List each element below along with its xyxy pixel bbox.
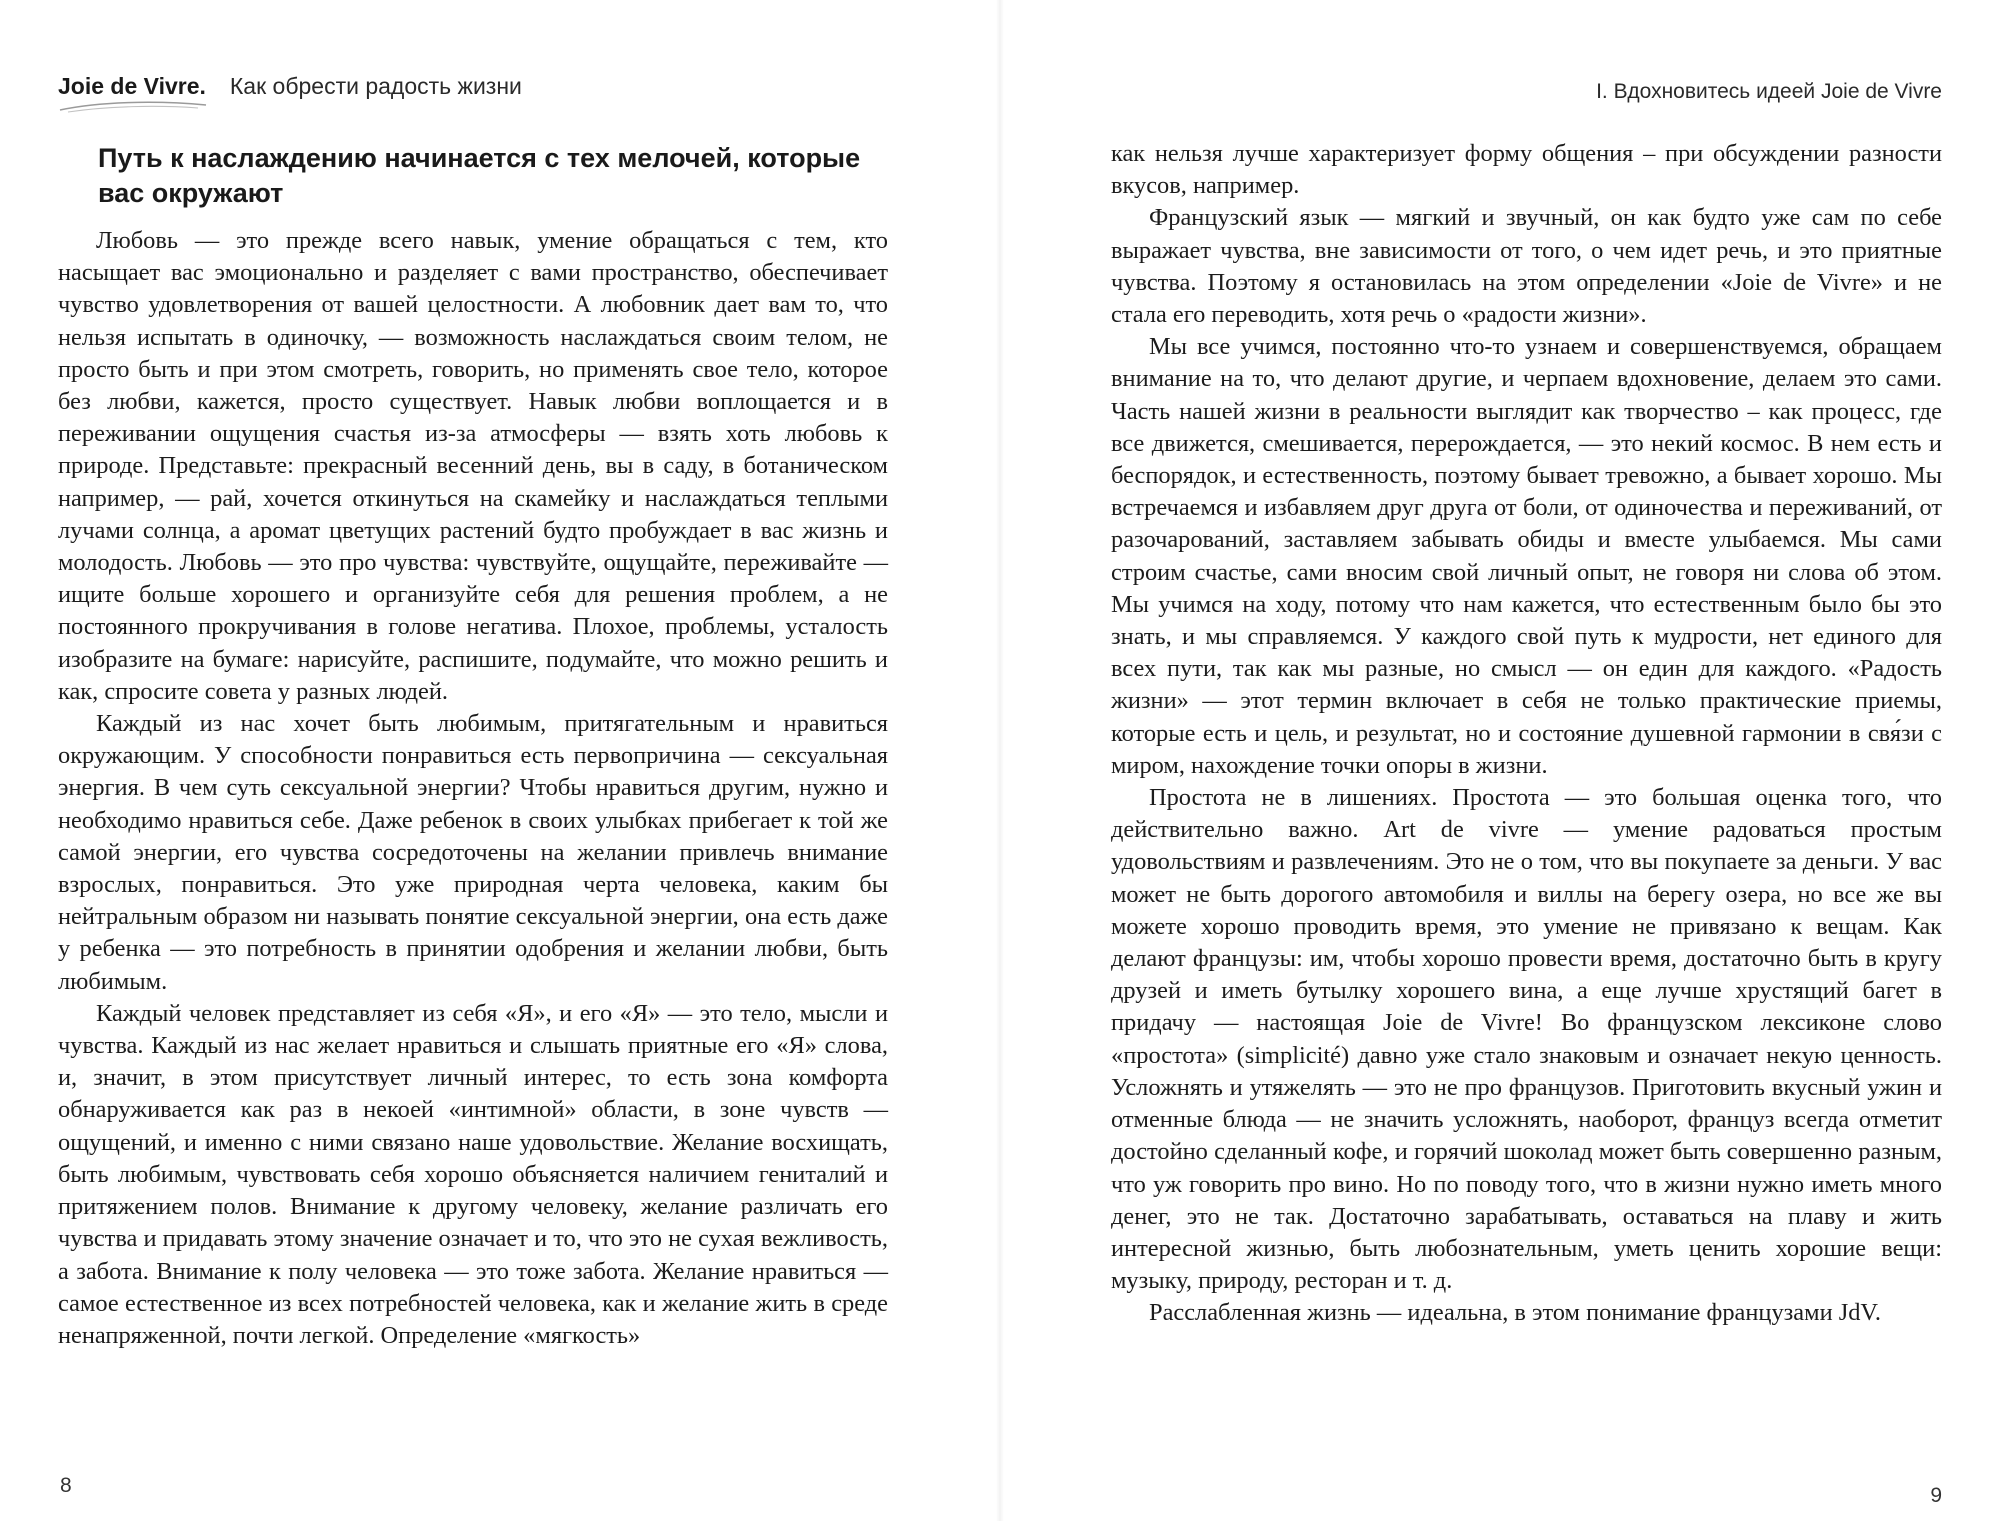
paragraph: Каждый человек представляет из себя «Я», и его «Я» — это тело, мысли и чувства. Каждый из нас желает нравиться и слышать приятные его «Я» слова, и, значит, в этом присутствует личный интерес, то есть зона комфорта обнаруживается как раз в некоей «интимной» области, в зоне чувств — ощущений, и именно с ними связано наше удовольствие. Желание восхищать, быть любимым, чувствовать себя хорошо объясняется наличием гениталий и притяжением полов. Внимание к другому человеку, желание различать его чувства и придавать этому значение означает и то, что это не сухая вежливость, а забота. Внимание к полу человека — это тоже забота. Желание нравиться — самое естественное из всех потребностей человека, как и желание жить в среде ненапряженной, почти легкой. Определение «мягкость»	[58, 999, 888, 1349]
paragraph-continuation: как нельзя лучше характеризует форму общения – при обсуждении разности вкусов, например.	[1111, 140, 1942, 200]
paragraph: Французский язык — мягкий и звучный, он как будто уже сам по себе выражает чувства, вне зависимости от того, о чем идет речь, и это приятные чувства. Поэтому я остановилась на этом определении «Joie de Vivre» и не стала его переводить, хотя речь о «радости жизни».	[1111, 204, 1942, 329]
paragraph: Расслабленная жизнь — идеальна, в этом понимание французами JdV.	[1149, 1299, 1881, 1327]
running-header-left	[58, 73, 878, 100]
paragraph: Мы все учимся, постоянно что-то узнаем и совершенствуемся, обращаем внимание на то, что делают другие, и черпаем вдохновение, делаем это сами. Часть нашей жизни в реальности выглядит как творчество – как процесс, где все движется, смешивается, перерождается, — это некий космос. В нем есть и беспорядок, и естественность, поэтому бывает тревожно, а бывает хорошо. Мы встречаемся и избавляем друг друга от боли, от одиночества и переживаний, от разочарований, заставляем забывать обиды и вместе улыбаемся. Мы сами строим счастье, сами вносим свой личный опыт, не говоря ни слова об этом. Мы учимся на ходу, потому что нам кажется, что естественным было бы это знать, и мы справляемся. У каждого свой путь к мудрости, нет единого для всех пути, так как мы разные, но смысл — он един для каждого. «Радость жизни» — этот термин включает в себя не только практические приемы, которые есть и цель, и результат, но и состояние душевной гармонии в свя́зи с миром, нахождение точки опоры в жизни.	[1111, 333, 1942, 779]
right-page	[1000, 0, 2000, 1521]
page-number-right: 9	[1930, 1484, 1942, 1507]
page-number-left: 8	[60, 1474, 72, 1497]
running-header-right: I. Вдохновитесь идеей Joie de Vivre	[1596, 80, 1942, 103]
paragraph: Любовь — это прежде всего навык, умение обращаться с тем, кто насыщает вас эмоционально и разделяет с вами пространство, обеспечивает чувство удовлетворения от вашей целостности. А любовник дает вам то, что нельзя испытать в одиночку, — возможность наслаждаться своим телом, не просто быть и при этом смотреть, говорить, но применять свое тело, которое без любви, кажется, просто существует. Навык любви воплощается и в переживании ощущения счастья из-за атмосферы — взять хоть любовь к природе. Представьте: прекрасный весенний день, вы в саду, в ботаническом например, — рай, хочется откинуться на скамейку и наслаждаться теплыми лучами солнца, а аромат цветущих растений будто пробуждает в вас жизнь и молодость. Любовь — это про чувства: чувствуйте, ощущайте, переживайте — ищите больше хорошего и организуйте себя для решения проблем, а не постоянного прокручивания в голове негатива. Плохое, проблемы, усталость изобразите на бумаге: нарисуйте, распишите, подумайте, что можно решить и как, спросите совета у разных людей.	[58, 227, 888, 705]
brand-title-text: Joie de Vivre.	[58, 73, 206, 99]
brand-swoosh-icon	[58, 100, 208, 114]
paragraph: Простота не в лишениях. Простота — это большая оценка того, что действительно важно. Art de vivre — умение радоваться простым удовольствиям и развлечениям. Это не о том, что вы покупаете за деньги. У вас может не быть дорогого автомобиля и виллы на берегу озера, но все же вы можете хорошо проводить время, это умение не привязано к вещам. Как делают французы: им, чтобы хорошо провести время, достаточно быть в кругу друзей и иметь бутылку хорошего вина, а еще лучше хрустящий багет в придачу — настоящая Joie de Vivre! Во французском лексиконе слово «простота» (simplicité) давно уже стало знаковым и означает некую ценность. Усложнять и утяжелять — это не про французов. Приготовить вкусный ужин и отменные блюда — не значить усложнять, наоборот, француз всегда отметит достойно сделанный кофе, и горячий шоколад может быть совершенно разным, что уж говорить про вино. Но по поводу того, что в жизни нужно иметь много денег, это не так. Достаточно зарабатывать, оставаться на плаву и жить интересной жизнью, быть любознательным, уметь ценить хорошие вещи: музыку, природу, ресторан и т. д.	[1111, 784, 1942, 1295]
right-body-text	[1111, 138, 1942, 1330]
section-heading: Путь к наслаждению начинается с тех мелочей, которые вас окружают	[98, 143, 861, 208]
brand-title	[58, 73, 206, 100]
left-body-text	[58, 225, 888, 1352]
running-header-subtitle: Как обрести радость жизни	[229, 73, 522, 99]
paragraph: Каждый из нас хочет быть любимым, притягательным и нравиться окружающим. У способности понравиться есть первопричина — сексуальная энергия. В чем суть сексуальной энергии? Чтобы нравиться другим, нужно и необходимо нравиться себе. Даже ребенок в своих улыбках прибегает к той же самой энергии, его чувства сосредоточены на желании привлечь внимание взрослых, понравиться. Это уже природная черта человека, каким бы нейтральным образом ни называть понятие сексуальной энергии, она есть даже у ребенка — это потребность в принятии одобрения и желании любви, быть любимым.	[58, 710, 888, 995]
